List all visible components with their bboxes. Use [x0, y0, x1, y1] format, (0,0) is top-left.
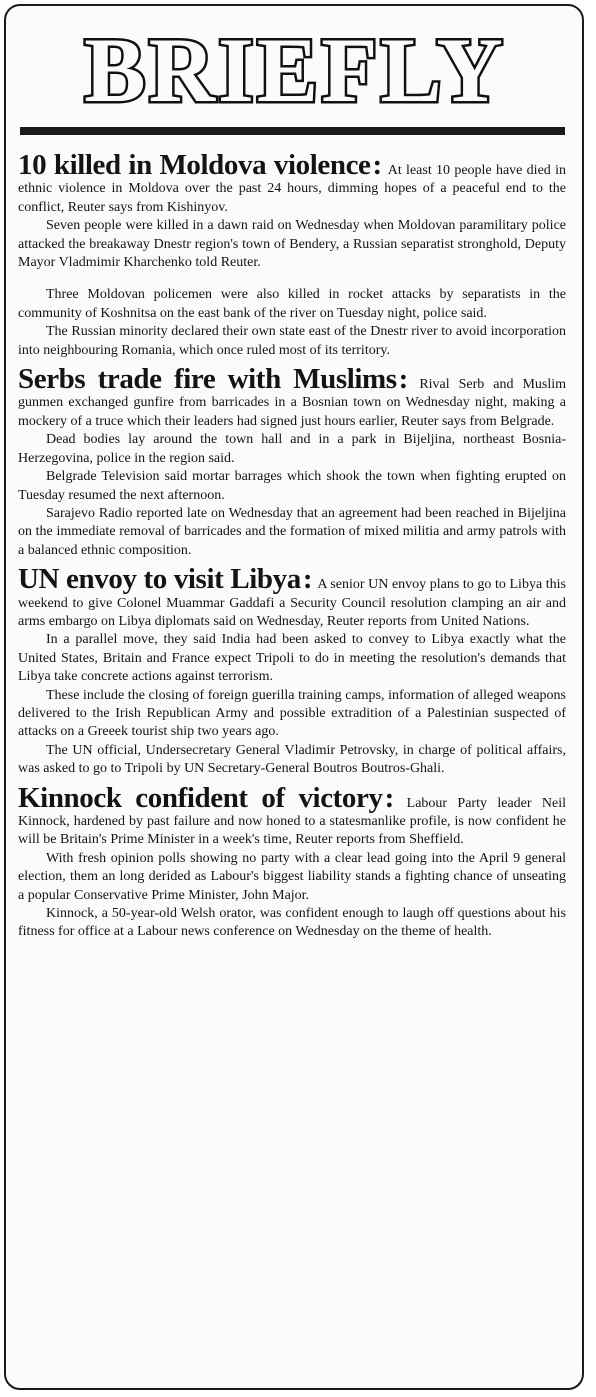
- news-story-serbs: [18, 364, 566, 560]
- story-headline: Kinnock confident of victory: [18, 781, 383, 814]
- headline-colon: :: [302, 563, 313, 596]
- story-paragraph: Seven people were killed in a dawn raid on Wednesday when Moldovan paramilitary police attacked the breakaway Dnestr region's town of Bendery, a Russian separatist stronghold, Deputy Mayor Vladmimir Kharchenko told Reuter.: [18, 218, 566, 271]
- headline-colon: :: [398, 363, 409, 396]
- story-lead: At least 10 people have died in ethnic violence in Moldova over the past 24 hours, dimming hopes of a peaceful end to the conflict, Reuter says from Kishinyov.: [18, 163, 566, 215]
- news-story-libya: [18, 564, 566, 778]
- news-story-moldova: [18, 150, 566, 360]
- story-paragraph: In a parallel move, they said India had been asked to convey to Libya exactly what the United States, Britain and France expect Tripoli to do in meeting the resolution's demands that Libya take concrete actions against terrorism.: [18, 632, 566, 685]
- story-lead: Labour Party leader Neil Kinnock, hardened by past failure and now honed to a statesmanlike profile, is now confident he will be Britain's Prime Minister in a week's time, Reuter reports from Sheffield.: [18, 795, 566, 848]
- headline-colon: :: [372, 149, 383, 181]
- masthead-title: BRIEFLY: [84, 19, 506, 121]
- story-paragraph: The UN official, Undersecretary General Vladimir Petrovsky, in charge of political affairs, was asked to go to Tripoli by UN Secretary-General Boutros Boutros-Ghali.: [18, 742, 566, 777]
- story-lead: Rival Serb and Muslim gunmen exchanged gunfire from barricades in a Bosnian town on Wednesday night, making a mockery of a truce which their leaders had signed just hours earlier, Reuter says from Belgrade.: [18, 377, 567, 429]
- headline-colon: :: [384, 781, 395, 814]
- news-briefs: [18, 150, 566, 946]
- story-headline: UN envoy to visit Libya: [18, 563, 301, 596]
- story-headline: Serbs trade fire with Muslims: [18, 363, 397, 396]
- story-paragraph: Dead bodies lay around the town hall and in a park in Bijeljina, northeast Bosnia-Herzegovina, police in the region said.: [18, 432, 566, 466]
- story-paragraph: These include the closing of foreign guerilla training camps, information of alleged weapons delivered to the Irish Republican Army and possible extradition of a Palestinian suspected of attacks on a Greeek tourist ship two years ago.: [18, 687, 566, 740]
- story-paragraph: The Russian minority declared their own state east of the Dnestr river to avoid incorporation into neighbouring Romania, which once ruled most of its territory.: [18, 324, 566, 358]
- story-headline: 10 killed in Moldova violence: [18, 149, 371, 181]
- story-paragraph: Belgrade Television said mortar barrages which shook the town when fighting erupted on Tuesday resumed the next afternoon.: [18, 469, 566, 503]
- story-lead: A senior UN envoy plans to go to Libya this weekend to give Colonel Muammar Gaddafi a Security Council resolution clamping an air and arms embargo on Libya diplomats said on Wednesday, Reuter reports from United Nations.: [18, 577, 566, 629]
- masthead: [26, 20, 564, 122]
- story-paragraph: With fresh opinion polls showing no party with a clear lead going into the April 9 general election, them an long derided as Labour's biggest liability stands a fighting chance of unseating a popular Conservative Prime Minister, John Major.: [18, 850, 566, 903]
- story-paragraph: Sarajevo Radio reported late on Wednesday that an agreement had been reached in Bijeljina on the immediate removal of barricades and the formation of mixed militia and army patrols with a balanced ethnic composition.: [18, 505, 566, 558]
- story-paragraph: Kinnock, a 50-year-old Welsh orator, was confident enough to laugh off questions about his fitness for office at a Labour news conference on Wednesday on the theme of health.: [18, 906, 566, 940]
- story-paragraph: Three Moldovan policemen were also killed in rocket attacks by separatists in the community of Koshnitsa on the east bank of the river on Tuesday night, police said.: [18, 287, 566, 321]
- masthead-rule: [20, 127, 565, 135]
- news-story-kinnock: [18, 783, 566, 942]
